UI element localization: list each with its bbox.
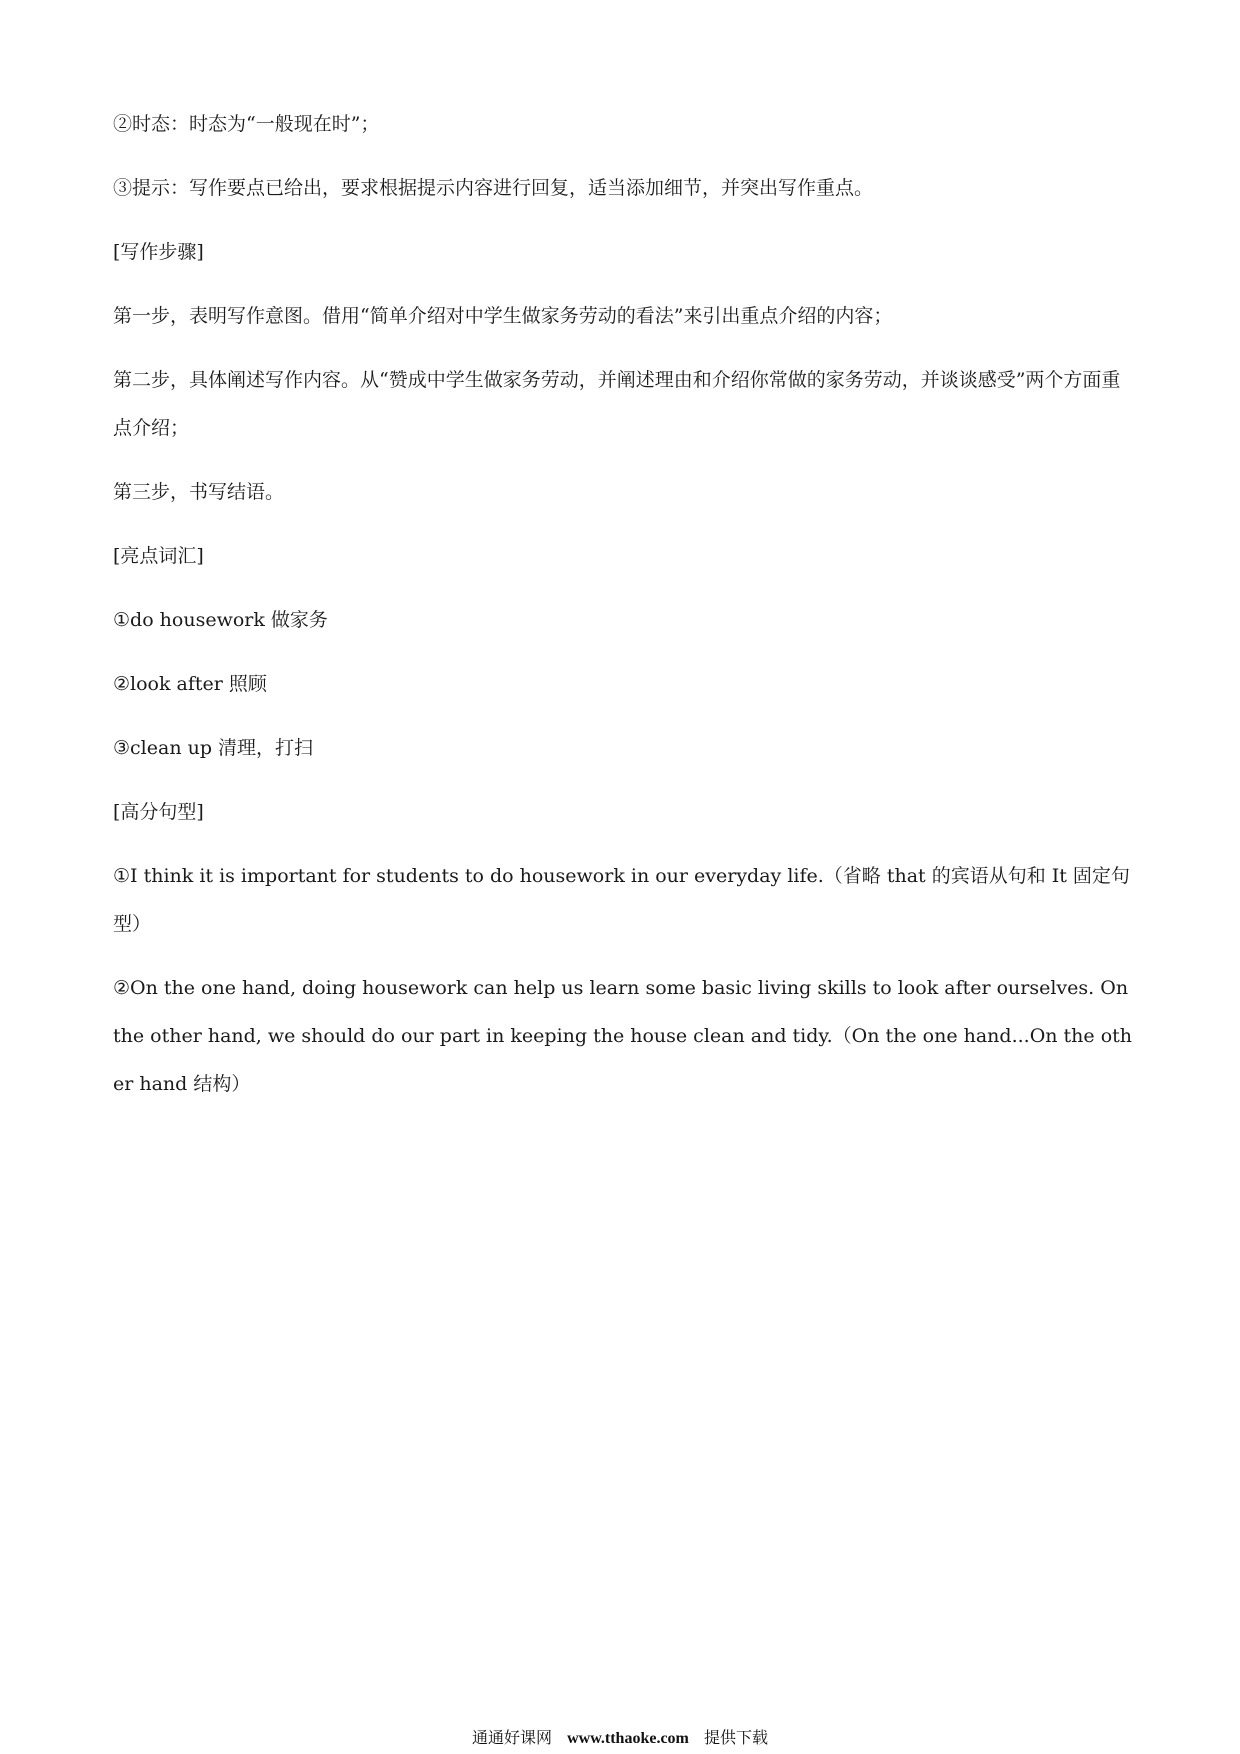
section-heading-writing-steps: [写作步骤] bbox=[113, 241, 204, 263]
section-heading-vocabulary: [亮点词汇] bbox=[113, 545, 204, 567]
footer-url[interactable]: www.tthaoke.com bbox=[567, 1730, 689, 1747]
vocab-item: ①do housework 做家务 bbox=[113, 609, 328, 631]
sentence-pattern-item: ②On the one hand, doing housework can help us learn some basic living skills to look after ourselves. On the other hand, we should do our part in keeping the house clean and tidy.（On the one hand...On the other hand 结构） bbox=[113, 977, 1133, 1095]
tense-note: ②时态：时态为“一般现在时”； bbox=[113, 113, 380, 135]
footer-suffix: 提供下载 bbox=[703, 1728, 768, 1747]
document-body bbox=[113, 100, 1133, 1124]
vocab-item: ②look after 照顾 bbox=[113, 673, 267, 695]
page-footer bbox=[0, 1728, 1240, 1749]
step-one: 第一步，表明写作意图。借用“简单介绍对中学生做家务劳动的看法”来引出重点介绍的内容； bbox=[113, 305, 893, 327]
hint-note: ③提示：写作要点已给出，要求根据提示内容进行回复，适当添加细节，并突出写作重点。 bbox=[113, 177, 874, 199]
step-two: 第二步，具体阐述写作内容。从“赞成中学生做家务劳动，并阐述理由和介绍你常做的家务劳动，并谈谈感受”两个方面重点介绍； bbox=[113, 369, 1121, 439]
vocab-item: ③clean up 清理，打扫 bbox=[113, 737, 314, 759]
section-heading-sentence-patterns: [高分句型] bbox=[113, 801, 204, 823]
sentence-pattern-item: ①I think it is important for students to do housework in our everyday life.（省略 that 的宾语从句和 It 固定句型） bbox=[113, 865, 1130, 935]
footer-site-name: 通通好课网 bbox=[472, 1728, 553, 1747]
step-three: 第三步，书写结语。 bbox=[113, 481, 285, 503]
